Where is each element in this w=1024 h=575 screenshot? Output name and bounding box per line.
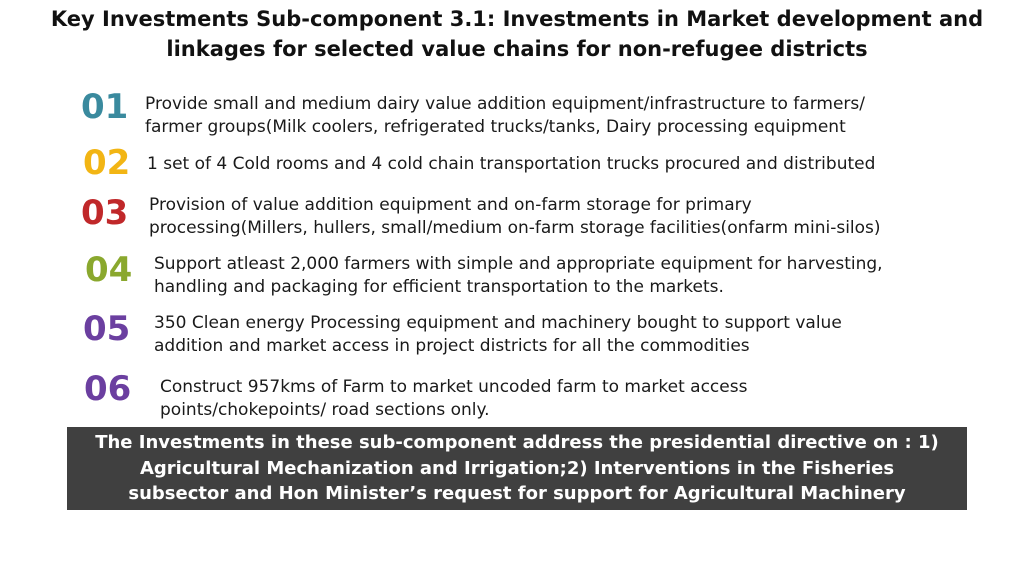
item-number: 03 — [81, 193, 129, 233]
item-number: 01 — [81, 87, 129, 127]
title-line-1: Key Investments Sub-component 3.1: Investments in Market development and — [50, 7, 984, 31]
item-text-line: handling and packaging for efficient transportation to the markets. — [154, 276, 724, 297]
directive-note-box — [67, 427, 967, 510]
item-text-line: points/chokepoints/ road sections only. — [160, 399, 490, 420]
item-text-line: 1 set of 4 Cold rooms and 4 cold chain transportation trucks procured and distributed — [147, 154, 876, 174]
note-line-2: Agricultural Mechanization and Irrigation;2) Interventions in the Fisheries — [139, 457, 895, 479]
page-title — [10, 4, 1024, 64]
item-text — [145, 93, 865, 138]
item-text-line: farmer groups(Milk coolers, refrigerated trucks/tanks, Dairy processing equipment — [145, 116, 846, 137]
note-line-1: The Investments in these sub-component address the presidential directive on : 1) — [95, 432, 939, 453]
title-line-2: linkages for selected value chains for non-refugee districts — [166, 37, 868, 61]
item-text-line: 350 Clean energy Processing equipment and machinery bought to support value — [154, 313, 842, 333]
item-text-line: Provision of value addition equipment and on-farm storage for primary — [149, 195, 752, 215]
item-text — [154, 253, 883, 298]
item-text — [147, 153, 875, 176]
item-text-line: Provide small and medium dairy value addition equipment/infrastructure to farmers/ — [145, 94, 865, 114]
item-number: 05 — [83, 309, 131, 349]
item-text-line: addition and market access in project districts for all the commodities — [154, 335, 750, 356]
item-text-line: processing(Millers, hullers, small/medium on-farm storage facilities(onfarm mini-silos) — [149, 217, 881, 238]
item-number: 06 — [84, 369, 132, 409]
item-text-line: Construct 957kms of Farm to market uncoded farm to market access — [160, 377, 748, 397]
item-text — [149, 194, 881, 239]
item-text — [160, 376, 747, 421]
item-text-line: Support atleast 2,000 farmers with simple and appropriate equipment for harvesting, — [154, 254, 883, 274]
item-text — [154, 312, 842, 357]
item-number: 02 — [83, 143, 131, 183]
note-line-3: subsector and Hon Minister’s request for support for Agricultural Machinery — [128, 483, 906, 504]
item-number: 04 — [85, 250, 133, 290]
